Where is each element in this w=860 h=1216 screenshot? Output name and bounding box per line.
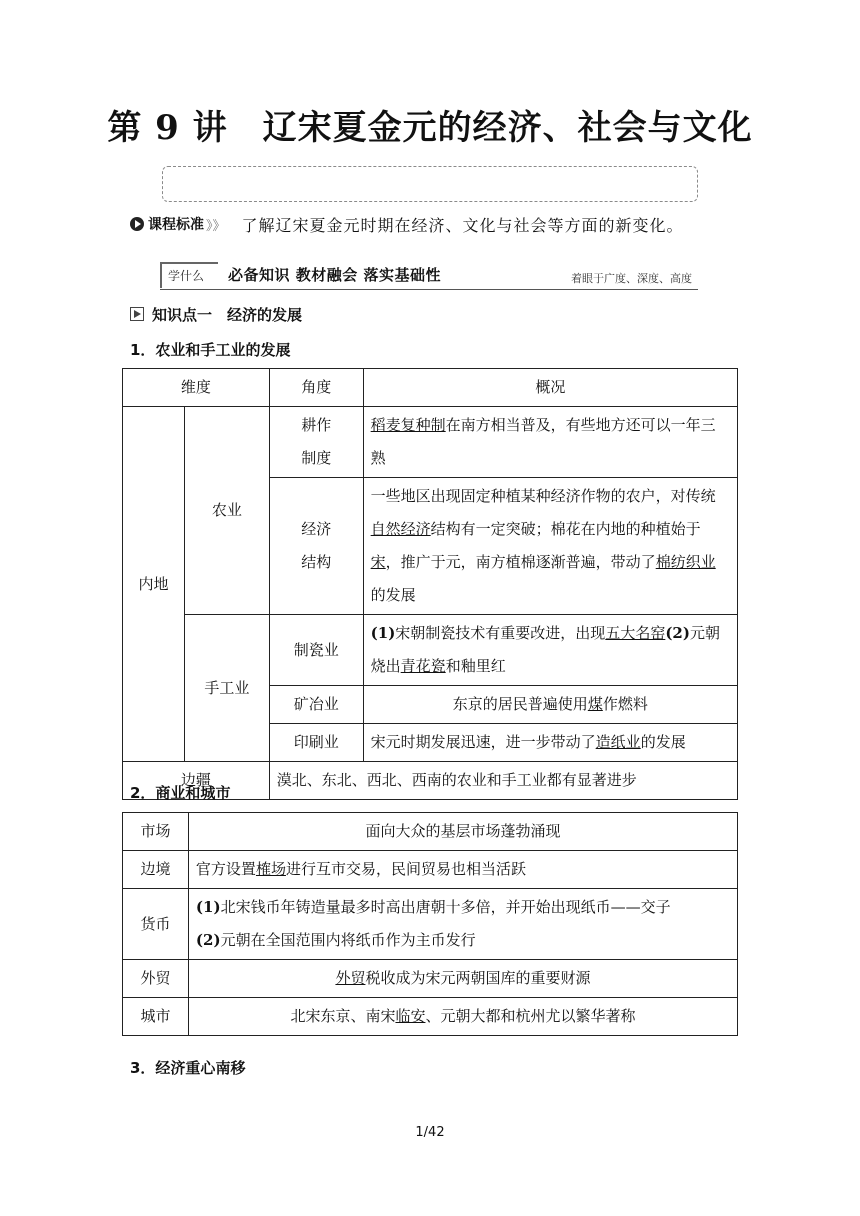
section-3-heading: 3．经济重心南移: [130, 1059, 246, 1077]
angle-printing: 印刷业: [269, 724, 363, 762]
economic-structure-text: 一些地区出现固定种植某种经济作物的农户，对传统自然经济结构有一定突破；棉花在内地的种植始于宋，推广于元，南方植棉逐渐普遍，带动了棉纺织业的发展: [363, 478, 737, 615]
section-2-heading: 2．商业和城市: [130, 784, 231, 802]
angle-porcelain: 制瓷业: [269, 615, 363, 686]
banner-subtitle: 着眼于广度、深度、高度: [571, 272, 692, 285]
farming-system-text: 稻麦复种制在南方相当普及，有些地方还可以一年三熟: [363, 407, 737, 478]
banner-logo: [160, 262, 218, 288]
angle-mining: 矿冶业: [269, 686, 363, 724]
course-standard: [130, 211, 684, 237]
table-row: [123, 407, 738, 478]
section-1-heading: 1．农业和手工业的发展: [130, 341, 291, 359]
currency-label: 货币: [123, 889, 189, 960]
city-label: 城市: [123, 998, 189, 1036]
frontier-label: 边疆: [123, 762, 270, 800]
table-row: [123, 998, 738, 1036]
angle-farming-system: 耕作 制度: [269, 407, 363, 478]
arrow-circle-icon: [130, 217, 144, 231]
agriculture-label: 农业: [184, 407, 269, 615]
header-angle: 角度: [269, 369, 363, 407]
frontier-text: 漠北、东北、西北、西南的农业和手工业都有显著进步: [269, 762, 737, 800]
standard-label: 课程标准: [148, 217, 204, 233]
page-number: 1/42: [415, 1125, 445, 1140]
porcelain-text: (1)宋朝制瓷技术有重要改进，出现五大名窑(2)元朝烧出青花瓷和釉里红: [363, 615, 737, 686]
header-overview: 概况: [363, 369, 737, 407]
city-text: 北宋东京、南宋临安、元朝大都和杭州尤以繁华著称: [188, 998, 737, 1036]
table-row: [123, 851, 738, 889]
foreign-trade-text: 外贸税收成为宋元两朝国库的重要财源: [188, 960, 737, 998]
table-header-row: [123, 369, 738, 407]
header-dimension: 维度: [123, 369, 270, 407]
page-title: 第 9 讲 辽宋夏金元的经济、社会与文化: [107, 108, 753, 148]
section-banner: [160, 262, 698, 290]
border-label: 边境: [123, 851, 189, 889]
banner-underline: [160, 289, 698, 290]
printing-text: 宋元时期发展迅速，进一步带动了造纸业的发展: [363, 724, 737, 762]
table-row: [123, 889, 738, 960]
double-chevron-icon: 》》: [206, 218, 226, 234]
commerce-city-table: [122, 812, 738, 1036]
foreign-trade-label: 外贸: [123, 960, 189, 998]
knowledge-point-heading: [130, 303, 302, 325]
currency-text: (1)北宋钱币年铸造量最多时高出唐朝十多倍，并开始出现纸币——交子 (2)元朝在全国范围内将纸币作为主币发行: [188, 889, 737, 960]
play-box-icon: [130, 307, 144, 321]
angle-economic-structure: 经济 结构: [269, 478, 363, 615]
agriculture-handicraft-table: [122, 368, 738, 800]
table-row: [123, 813, 738, 851]
standard-text: 了解辽宋夏金元时期在经济、文化与社会等方面的新变化。: [241, 215, 684, 235]
knowledge-point-title: 知识点一 经济的发展: [152, 305, 303, 324]
border-text: 官方设置榷场进行互市交易，民间贸易也相当活跃: [188, 851, 737, 889]
banner-logo-text: 学什么: [168, 269, 205, 283]
table-row: [123, 615, 738, 686]
dashed-box: [162, 166, 698, 202]
region-inland: 内地: [123, 407, 185, 762]
market-text: 面向大众的基层市场蓬勃涌现: [188, 813, 737, 851]
banner-title: 必备知识 教材融会 落实基础性: [228, 266, 441, 284]
mining-text: 东京的居民普遍使用煤作燃料: [363, 686, 737, 724]
market-label: 市场: [123, 813, 189, 851]
handicraft-label: 手工业: [184, 615, 269, 762]
table-row: [123, 960, 738, 998]
